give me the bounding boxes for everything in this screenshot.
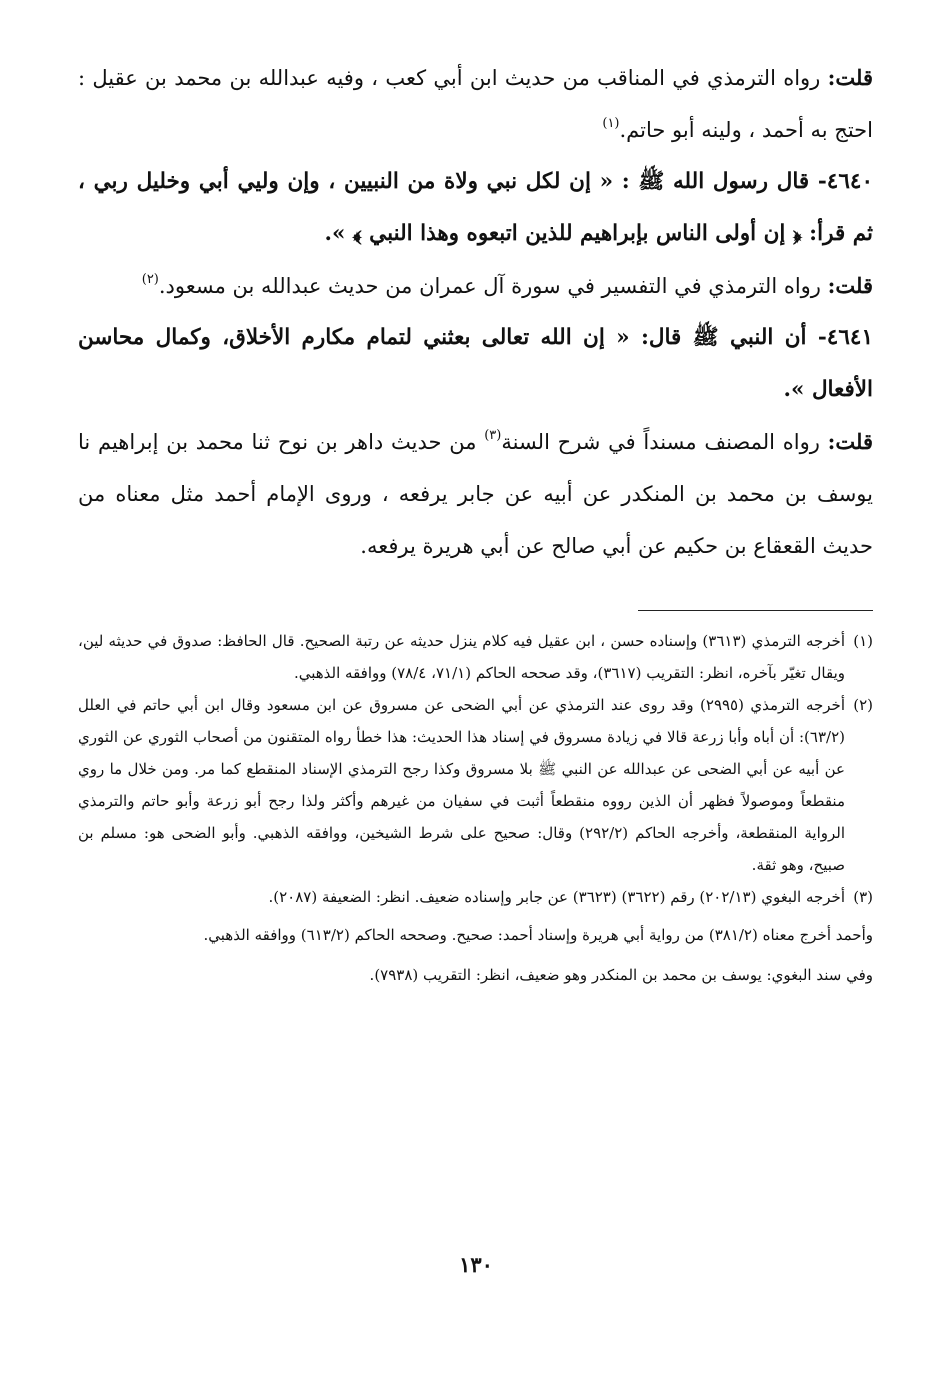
footnote-continuation: وأحمد أخرج معناه (٣٨١/٢) من رواية أبي هريرة وإسناد أحمد: صحيح. وصححه الحاكم (٦١٣/٢) ووافقه الذهبي. [203, 926, 873, 944]
commentary-text: رواه الترمذي في التفسير في سورة آل عمران من حديث عبدالله بن مسعود. [158, 274, 828, 298]
hadith-number: ٤٦٤٠ [826, 169, 873, 194]
footnote-text: أخرجه الترمذي (٣٦١٣) وإسناده حسن ، ابن عقيل فيه كلام ينزل حديثه عن رتبة الصحيح. قال الحافظ: صدوق في حديثه لين، ويقال تغيّر بآخره، انظر: التقريب (٣٦١٧)، وقد صححه الحاكم (٧١/١، ٧٨/٤) ووافقه الذهبي. [78, 632, 846, 682]
footnote-text: أخرجه الترمذي (٢٩٩٥) وقد روى عند الترمذي عن أبي الضحى عن مسروق عن ابن مسعود وقال ابن أبي حاتم في العلل (٦٣/٢): أن أباه وأبا زرعة قالا في زيادة مسروق في إسناد هذا الحديث: هذا خطأ رواه المتقنون من أصحاب الثوري عن الثوري عن أبيه عن أبي الضحى عن عبدالله عن النبي ﷺ بلا مسروق وكذا رجح الترمذي الإسناد المنقطع كما مر. ومن خلال ما روي منقطعاً وموصولاً فظهر أن الذين رووه منقطعاً أثبت في سفيان من غيرهم وأكثر ولذا رجح أبو زرعة وأبو حاتم والترمذي الرواية المنقطعة، وأخرجه الحاكم (٢٩٢/٢) وقال: صحيح على شرط الشيخين، ووافقه الذهبي. وأبو الضحى هو: مسلم بن صبيح، وهو ثقة. [78, 696, 846, 874]
commentary-label: قلت: [827, 273, 873, 298]
commentary-paragraph-2 [78, 260, 873, 312]
commentary-paragraph-1 [78, 52, 873, 156]
footnote-mark: (١) [853, 632, 873, 650]
footnote-mark: (٣) [853, 888, 873, 906]
commentary-label: قلت: [827, 65, 873, 90]
commentary-paragraph-3 [78, 416, 873, 572]
footnote-3 [78, 881, 873, 913]
footnote-ref: (٣) [484, 428, 502, 443]
footnote-separator [638, 610, 873, 611]
footnote-1 [78, 625, 873, 689]
commentary-label: قلت: [827, 429, 873, 454]
footnote-2 [78, 689, 873, 881]
page-body [78, 52, 873, 1352]
footnotes [78, 625, 873, 991]
footnote-mark: (٢) [853, 696, 873, 714]
main-text [78, 52, 873, 572]
commentary-text: رواه المصنف مسنداً في شرح السنة [501, 430, 828, 454]
hadith-number: ٤٦٤١ [826, 325, 873, 350]
commentary-text: من حديث داهر بن نوح ثنا محمد بن إبراهيم نا يوسف بن محمد بن المنكدر عن أبيه عن جابر يرفعه ، وروى الإمام أحمد مثل معناه من حديث القعقاع بن حكيم عن أبي صالح عن أبي هريرة يرفعه. [78, 430, 873, 558]
page-number: ١٣٠ [459, 1252, 493, 1277]
footnote-ref: (٢) [141, 272, 159, 287]
commentary-text: رواه الترمذي في المناقب من حديث ابن أبي كعب ، وفيه عبدالله بن محمد بن عقيل : احتج به أحمد ، ولينه أبو حاتم. [78, 66, 873, 142]
hadith-text: - أن النبي ﷺ قال: « إن الله تعالى بعثني لتمام مكارم الأخلاق، وكمال محاسن الأفعال ». [78, 325, 873, 402]
footnote-text: أخرجه البغوي (٢٠٢/١٣) رقم (٣٦٢٢) (٣٦٢٣) عن جابر وإسناده ضعيف. انظر: الضعيفة (٢٠٨٧). [268, 888, 845, 906]
hadith-text: - قال رسول الله ﷺ : « إن لكل نبي ولاة من النبيين ، وإن وليي أبي وخليل ربي ، ثم قرأ: ﴿ إن أولى الناس بإبراهيم للذين اتبعوه وهذا النبي ﴾ ». [78, 169, 873, 246]
hadith-4640 [78, 156, 873, 260]
footnote-continuation: وفي سند البغوي: يوسف بن محمد بن المنكدر وهو ضعيف، انظر: التقريب (٧٩٣٨). [369, 966, 873, 984]
hadith-4641 [78, 312, 873, 416]
footnote-ref: (١) [602, 116, 620, 131]
